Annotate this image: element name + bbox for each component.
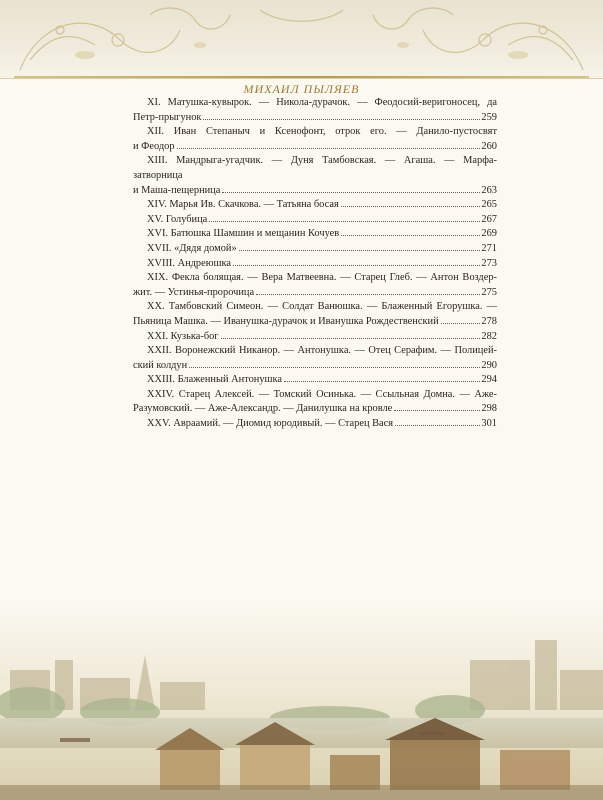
toc-entry xyxy=(133,96,497,125)
toc-entry xyxy=(133,417,497,432)
dot-leader xyxy=(395,425,480,426)
toc-entry xyxy=(133,271,497,300)
toc-entry xyxy=(133,198,497,213)
toc-entry xyxy=(133,227,497,242)
dot-leader xyxy=(341,206,481,207)
toc-entry-text: XIV. Марья Ив. Скачкова. — Татьяна босая xyxy=(147,199,339,211)
dot-leader xyxy=(221,338,481,339)
toc-page-number: 263 xyxy=(481,184,497,196)
toc-entry-text: XXIII. Блаженный Антонушка xyxy=(147,374,283,386)
dot-leader xyxy=(341,235,480,236)
toc-entry xyxy=(133,300,497,329)
dot-leader xyxy=(441,323,481,324)
table-of-contents xyxy=(133,96,497,432)
toc-page-number: 259 xyxy=(481,111,497,123)
toc-entry-text: XI. Матушка-кувырок. — Никола-дурачок. — Феодосий-веригоносец, да xyxy=(147,97,497,108)
toc-entry-text: XXII. Воронежский Никанор. — Антонушка. — Отец Серафим. — Полицей- xyxy=(147,345,497,357)
toc-page-number: 265 xyxy=(481,199,497,211)
dot-leader xyxy=(203,119,480,120)
toc-entry-text: ский колдун xyxy=(133,359,188,371)
toc-page-number: 273 xyxy=(481,257,497,269)
toc-entry xyxy=(133,330,497,345)
floral-ornament xyxy=(0,0,603,78)
toc-page-number: 301 xyxy=(481,418,497,430)
dot-leader xyxy=(189,367,480,368)
toc-entry xyxy=(133,257,497,272)
toc-entry-text: XV. Голубица xyxy=(147,213,208,225)
toc-entry-text: XXV. Авраамий. — Диомид юродивый. — Старец Вася xyxy=(147,418,394,430)
toc-page-number: 275 xyxy=(481,286,497,298)
running-title: МИХАИЛ ПЫЛЯЕВ xyxy=(243,82,360,96)
toc-page-number: 298 xyxy=(481,403,497,415)
toc-entry xyxy=(133,154,497,198)
dot-leader xyxy=(233,265,480,266)
toc-entry xyxy=(133,344,497,373)
toc-page-number: 294 xyxy=(481,374,497,386)
toc-page-number: 260 xyxy=(481,140,497,152)
toc-entry xyxy=(133,213,497,228)
header-band xyxy=(0,0,603,79)
dot-leader xyxy=(239,250,481,251)
header-rule xyxy=(14,76,589,78)
toc-entry-text: жит. — Устинья-пророчица xyxy=(133,286,255,298)
toc-entry xyxy=(133,125,497,154)
toc-page-number: 267 xyxy=(481,213,497,225)
dot-leader xyxy=(209,221,480,222)
toc-entry-text: и Феодор xyxy=(133,140,175,152)
toc-entry-text: XIII. Мандрыга-угадчик. — Дуня Тамбовская. — Агаша. — Марфа-затворница xyxy=(133,155,497,181)
landscape-illustration xyxy=(0,600,603,800)
toc-entry-text: Петр-прыгунок xyxy=(133,111,202,123)
dot-leader xyxy=(177,148,481,149)
toc-entry xyxy=(133,388,497,417)
toc-entry-text: XXI. Кузька-бог xyxy=(147,330,219,342)
toc-entry xyxy=(133,242,497,257)
toc-entry xyxy=(133,373,497,388)
toc-page-number: 278 xyxy=(481,315,497,327)
toc-entry-text: Пьяница Машка. — Иванушка-дурачок и Иванушка Рождественский xyxy=(133,315,439,327)
toc-entry-text: XVI. Батюшка Шамшин и мещанин Кочуев xyxy=(147,228,340,240)
dot-leader xyxy=(222,192,480,193)
toc-entry-text: и Маша-пещерница xyxy=(133,184,221,196)
toc-entry-text: XVII. «Дядя домой» xyxy=(147,242,237,254)
toc-page-number: 282 xyxy=(481,330,497,342)
toc-page-number: 271 xyxy=(481,242,497,254)
toc-page-number: 290 xyxy=(481,359,497,371)
toc-entry-text: XII. Иван Степаныч и Ксенофонт, отрок его. — Данило-пустосвят xyxy=(147,126,497,138)
toc-entry-text: Разумовский. — Аже-Александр. — Данилушка на кровле xyxy=(133,403,393,415)
toc-entry-text: XIX. Фекла болящая. — Вера Матвеевна. — Старец Глеб. — Антон Воздер- xyxy=(147,272,497,284)
toc-page-number: 269 xyxy=(481,228,497,240)
toc-entry-text: XXIV. Старец Алексей. — Томский Осинька. — Ссыльная Домна. — Аже- xyxy=(147,388,497,400)
dot-leader xyxy=(284,381,480,382)
dot-leader xyxy=(256,294,480,295)
toc-entry-text: XVIII. Андреюшка xyxy=(147,257,232,269)
toc-entry-text: XX. Тамбовский Симеон. — Солдат Ванюшка. — Блаженный Егорушка. — xyxy=(147,301,497,313)
dot-leader xyxy=(394,410,480,411)
